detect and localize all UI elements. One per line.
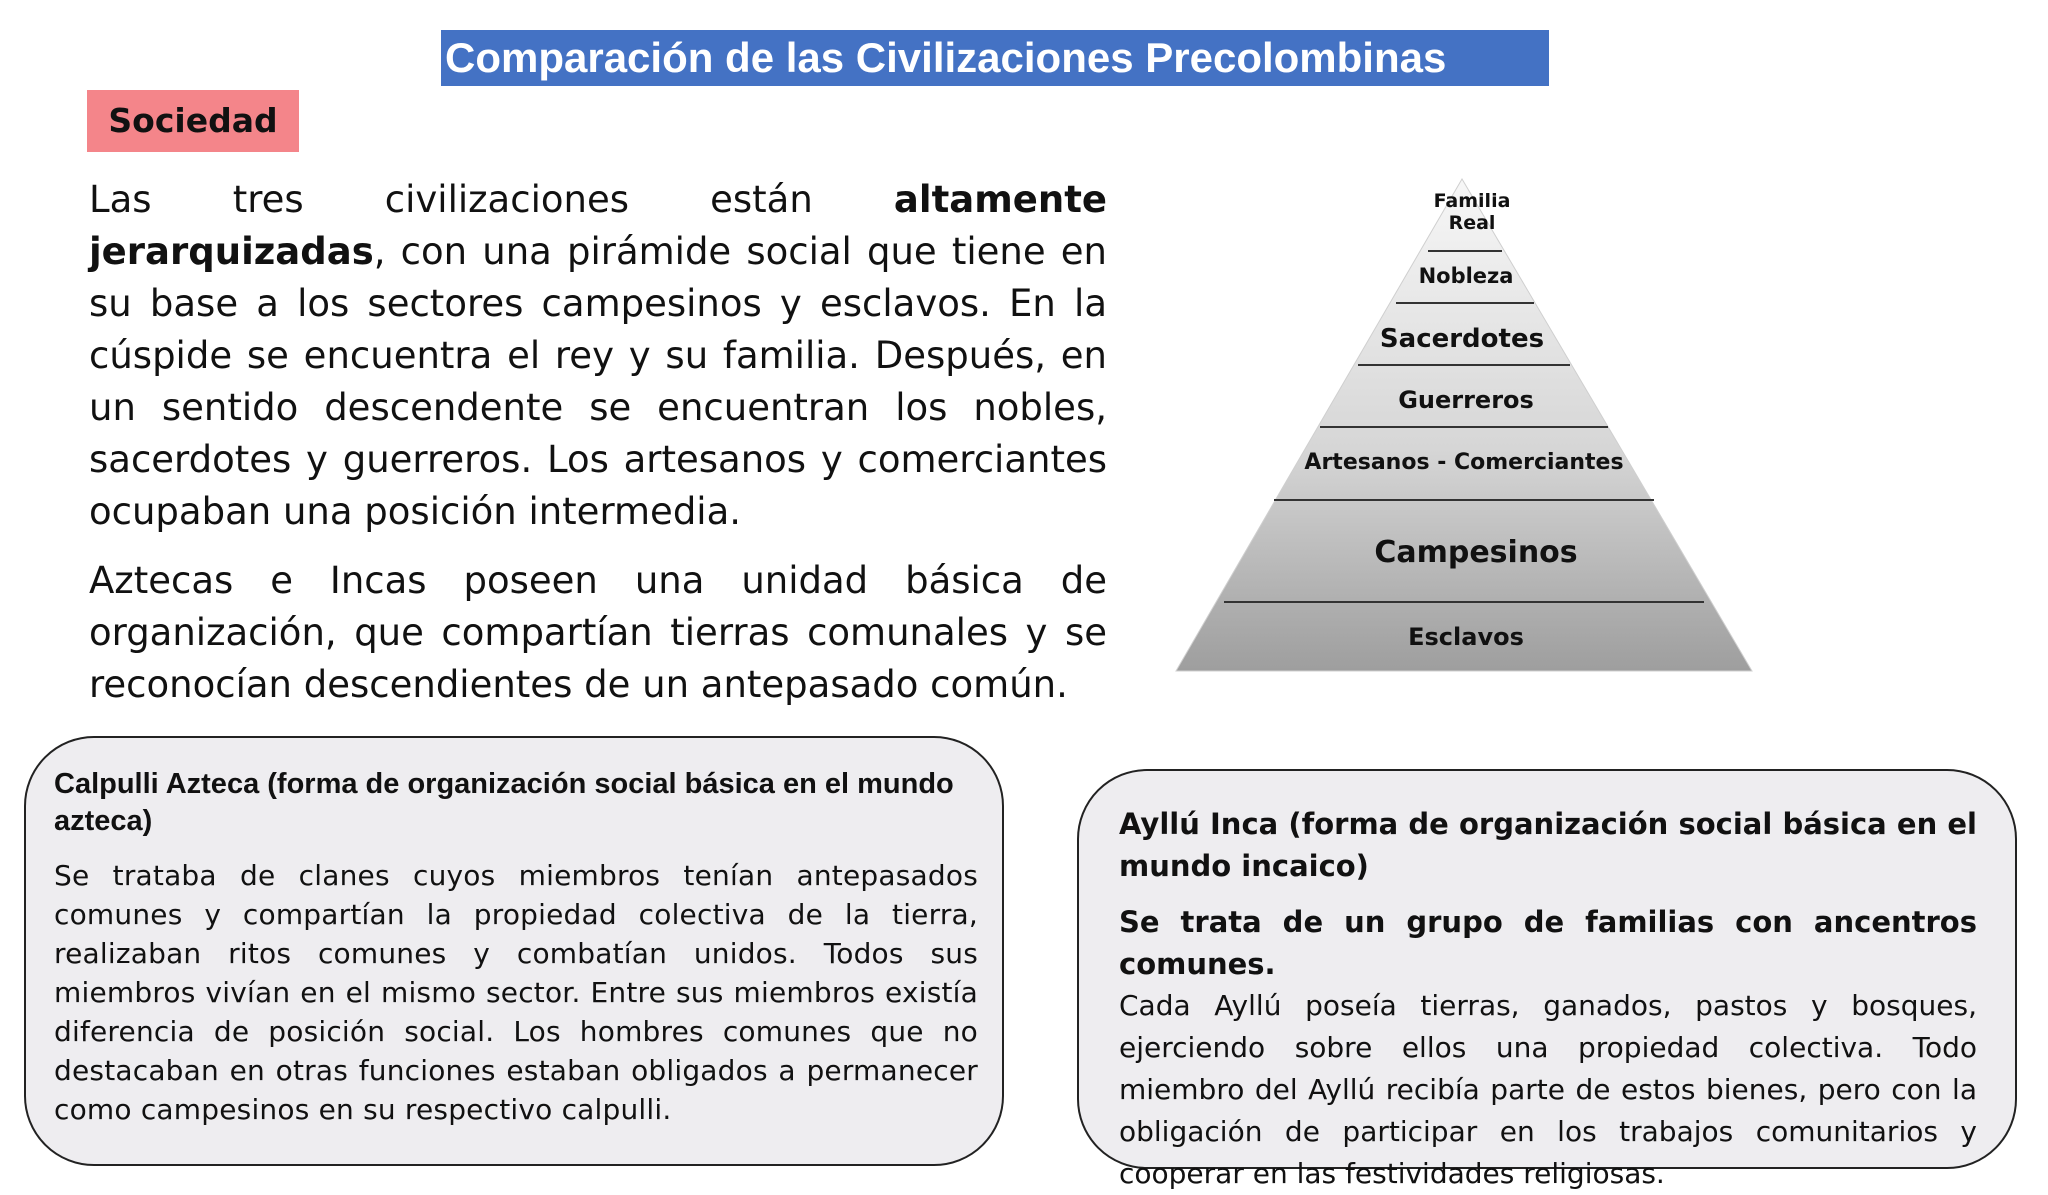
calpulli-title: Calpulli Azteca (forma de organización social básica en el mundo azteca)	[54, 768, 954, 837]
pyramid-level-guerreros: Guerreros	[1398, 386, 1534, 414]
intro-paragraph-2: Aztecas e Incas poseen una unidad básica de organización, que compartían tierras comunales y se reconocían descendientes de un antepasado común.	[89, 559, 1107, 706]
pyramid-level-real: Real	[1448, 212, 1496, 234]
social-pyramid	[1170, 175, 1755, 675]
intro-text-end: , con una pirámide social que tiene en su base a los sectores campesinos y esclavos. En la cúspide se encuentra el rey y su familia. Después, en un sentido descendente se encuentran los nobles, sacerdotes y guerreros. Los artesanos y comerciantes ocupaban una posición intermedia.	[89, 230, 1107, 533]
pyramid-level-familia: Familia	[1433, 190, 1511, 212]
pyramid-level-campesinos: Campesinos	[1374, 535, 1578, 570]
pyramid-level-artesanos-comerciantes: Artesanos - Comerciantes	[1304, 450, 1624, 475]
intro-text-start: Las tres civilizaciones están	[89, 178, 894, 221]
calpulli-text: Se trataba de clanes cuyos miembros tenían antepasados comunes y compartían la propiedad colectiva de la tierra, realizaban ritos comunes y combatían unidos. Todos sus miembros vivían en el mismo sector. Entre sus miembros existía diferencia de posición social. Los hombres comunes que no destacaban en otras funciones estaban obligados a permanecer como campesinos en su respectivo calpulli.	[54, 859, 978, 1126]
pyramid-level-sacerdotes: Sacerdotes	[1379, 324, 1545, 354]
pyramid-level-nobleza: Nobleza	[1418, 264, 1514, 288]
ayllu-lead: Se trata de un grupo de familias con ancentros comunes.	[1119, 905, 1977, 981]
pyramid-level-esclavos: Esclavos	[1408, 623, 1524, 651]
ayllu-text: Cada Ayllú poseía tierras, ganados, pastos y bosques, ejerciendo sobre ellos una propiedad colectiva. Todo miembro del Ayllú recibía parte de estos bienes, pero con la obligación de participar en los trabajos comunitarios y cooperar en las festividades religiosas.	[1119, 989, 1977, 1190]
calpulli-azteca-box	[24, 736, 1004, 1166]
ayllu-inca-box	[1077, 769, 2017, 1190]
intro-paragraph-1	[89, 174, 1107, 538]
section-label-sociedad: Sociedad	[87, 90, 299, 152]
intro-text-bold: altamente jerarquizadas	[89, 178, 1107, 273]
page-title: Comparación de las Civilizaciones Precolombinas	[441, 30, 1549, 86]
ayllu-title: Ayllú Inca (forma de organización social básica en el mundo incaico)	[1119, 807, 1977, 883]
pyramid-shape	[1176, 179, 1752, 671]
